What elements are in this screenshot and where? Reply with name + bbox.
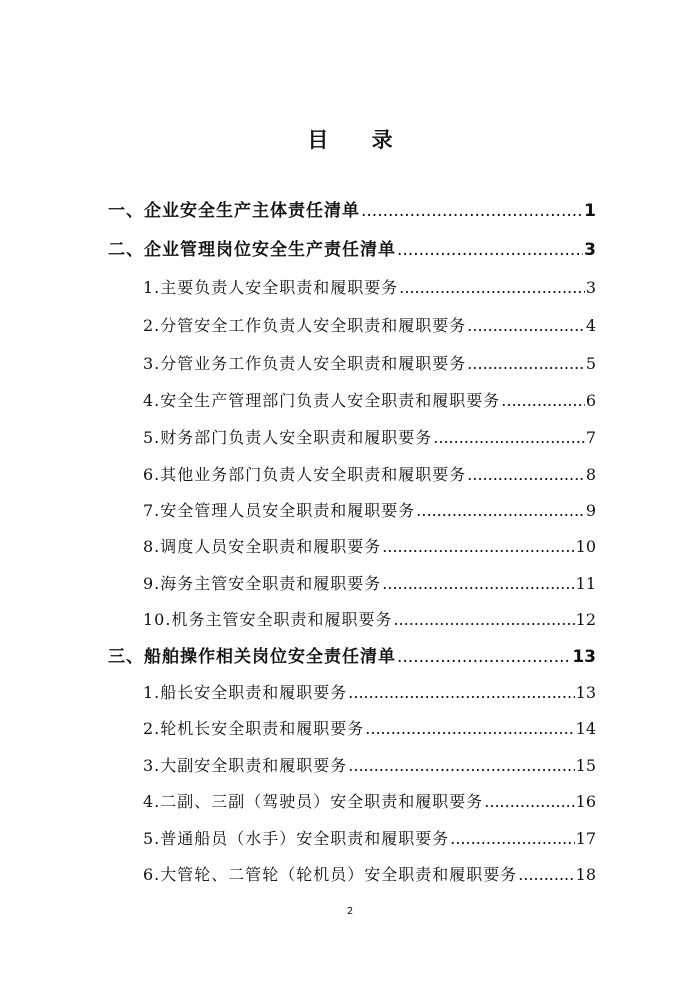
toc-entry-page: 13 xyxy=(575,683,596,702)
toc-entry[interactable] xyxy=(143,349,596,379)
toc-leader-dots xyxy=(348,678,574,708)
toc-entry-label: 7.安全管理人员安全职责和履职要务 xyxy=(143,501,416,520)
toc-entry-page: 3 xyxy=(584,240,596,260)
toc-leader-dots xyxy=(467,349,585,379)
toc-leader-dots xyxy=(484,787,574,817)
toc-entry-page: 4 xyxy=(585,316,596,335)
toc-entry-page: 3 xyxy=(585,278,596,297)
toc-leader-dots xyxy=(361,196,583,226)
toc-entry-page: 12 xyxy=(575,610,596,629)
toc-entry-page: 14 xyxy=(575,719,596,738)
toc-entry-label: 9.海务主管安全职责和履职要务 xyxy=(143,574,382,593)
toc-entry-label: 5.财务部门负责人安全职责和履职要务 xyxy=(143,428,433,447)
toc-entry-page: 10 xyxy=(575,537,596,556)
toc-leader-dots xyxy=(399,273,585,303)
toc-entry-page: 17 xyxy=(575,829,596,848)
toc-entry-page: 16 xyxy=(575,792,596,811)
toc-entry[interactable] xyxy=(143,824,596,854)
toc-entry-label: 10.机务主管安全职责和履职要务 xyxy=(143,610,393,629)
toc-entry-label: 二、企业管理岗位安全生产责任清单 xyxy=(108,240,396,260)
toc-leader-dots xyxy=(397,235,583,265)
toc-entry[interactable] xyxy=(143,423,596,453)
toc-entry[interactable] xyxy=(108,642,596,672)
toc-entry[interactable] xyxy=(143,386,596,416)
toc-entry-page: 6 xyxy=(585,391,596,410)
toc-leader-dots xyxy=(467,460,585,490)
toc-entry-label: 6.其他业务部门负责人安全职责和履职要务 xyxy=(143,465,467,484)
toc-leader-dots xyxy=(467,311,585,341)
toc-entry[interactable] xyxy=(143,460,596,490)
toc-leader-dots xyxy=(518,860,574,890)
toc-entry-label: 3.大副安全职责和履职要务 xyxy=(143,756,348,775)
toc-entry-label: 2.分管安全工作负责人安全职责和履职要务 xyxy=(143,316,467,335)
toc-entry[interactable] xyxy=(143,311,596,341)
toc-entry-page: 18 xyxy=(575,865,596,884)
toc-entry-label: 一、企业安全生产主体责任清单 xyxy=(108,201,360,221)
toc-entry-page: 11 xyxy=(575,574,596,593)
toc-entry[interactable] xyxy=(143,496,596,526)
toc-entry-label: 6.大管轮、二管轮（轮机员）安全职责和履职要务 xyxy=(143,865,518,884)
toc-entry-label: 2.轮机长安全职责和履职要务 xyxy=(143,719,365,738)
toc-entry[interactable] xyxy=(143,569,596,599)
toc-entry[interactable] xyxy=(143,532,596,562)
toc-leader-dots xyxy=(365,714,574,744)
toc-entry[interactable] xyxy=(143,860,596,890)
toc-entry-page: 9 xyxy=(585,501,596,520)
toc-entry-label: 1.船长安全职责和履职要务 xyxy=(143,683,348,702)
toc-entry-page: 7 xyxy=(585,428,596,447)
toc-entry-label: 1.主要负责人安全职责和履职要务 xyxy=(143,278,399,297)
toc-entry-label: 4.二副、三副（驾驶员）安全职责和履职要务 xyxy=(143,792,484,811)
toc-entry-label: 三、船舶操作相关岗位安全责任清单 xyxy=(108,647,396,667)
toc-entry[interactable] xyxy=(108,235,596,265)
toc-entry-label: 5.普通船员（水手）安全职责和履职要务 xyxy=(143,829,450,848)
toc-entry[interactable] xyxy=(108,196,596,226)
page-title: 目 录 xyxy=(307,128,411,152)
toc-entry[interactable] xyxy=(143,787,596,817)
toc-entry[interactable] xyxy=(143,605,596,635)
toc-leader-dots xyxy=(501,386,585,416)
toc-leader-dots xyxy=(348,751,574,781)
toc-entry[interactable] xyxy=(143,714,596,744)
toc-leader-dots xyxy=(433,423,585,453)
toc-leader-dots xyxy=(416,496,585,526)
page-number: 2 xyxy=(346,906,354,917)
toc-leader-dots xyxy=(450,824,574,854)
toc-entry-label: 4.安全生产管理部门负责人安全职责和履职要务 xyxy=(143,391,501,410)
toc-entry-label: 3.分管业务工作负责人安全职责和履职要务 xyxy=(143,354,467,373)
toc-leader-dots xyxy=(382,569,574,599)
toc-entry-page: 1 xyxy=(584,201,596,221)
toc-entry[interactable] xyxy=(143,751,596,781)
toc-entry-page: 15 xyxy=(575,756,596,775)
toc-leader-dots xyxy=(382,532,574,562)
toc-leader-dots xyxy=(393,605,574,635)
toc-entry[interactable] xyxy=(143,678,596,708)
toc-entry[interactable] xyxy=(143,273,596,303)
toc-entry-page: 5 xyxy=(585,354,596,373)
toc-entry-page: 13 xyxy=(572,647,596,667)
toc-entry-label: 8.调度人员安全职责和履职要务 xyxy=(143,537,382,556)
toc-entry-page: 8 xyxy=(585,465,596,484)
toc-leader-dots xyxy=(397,642,571,672)
